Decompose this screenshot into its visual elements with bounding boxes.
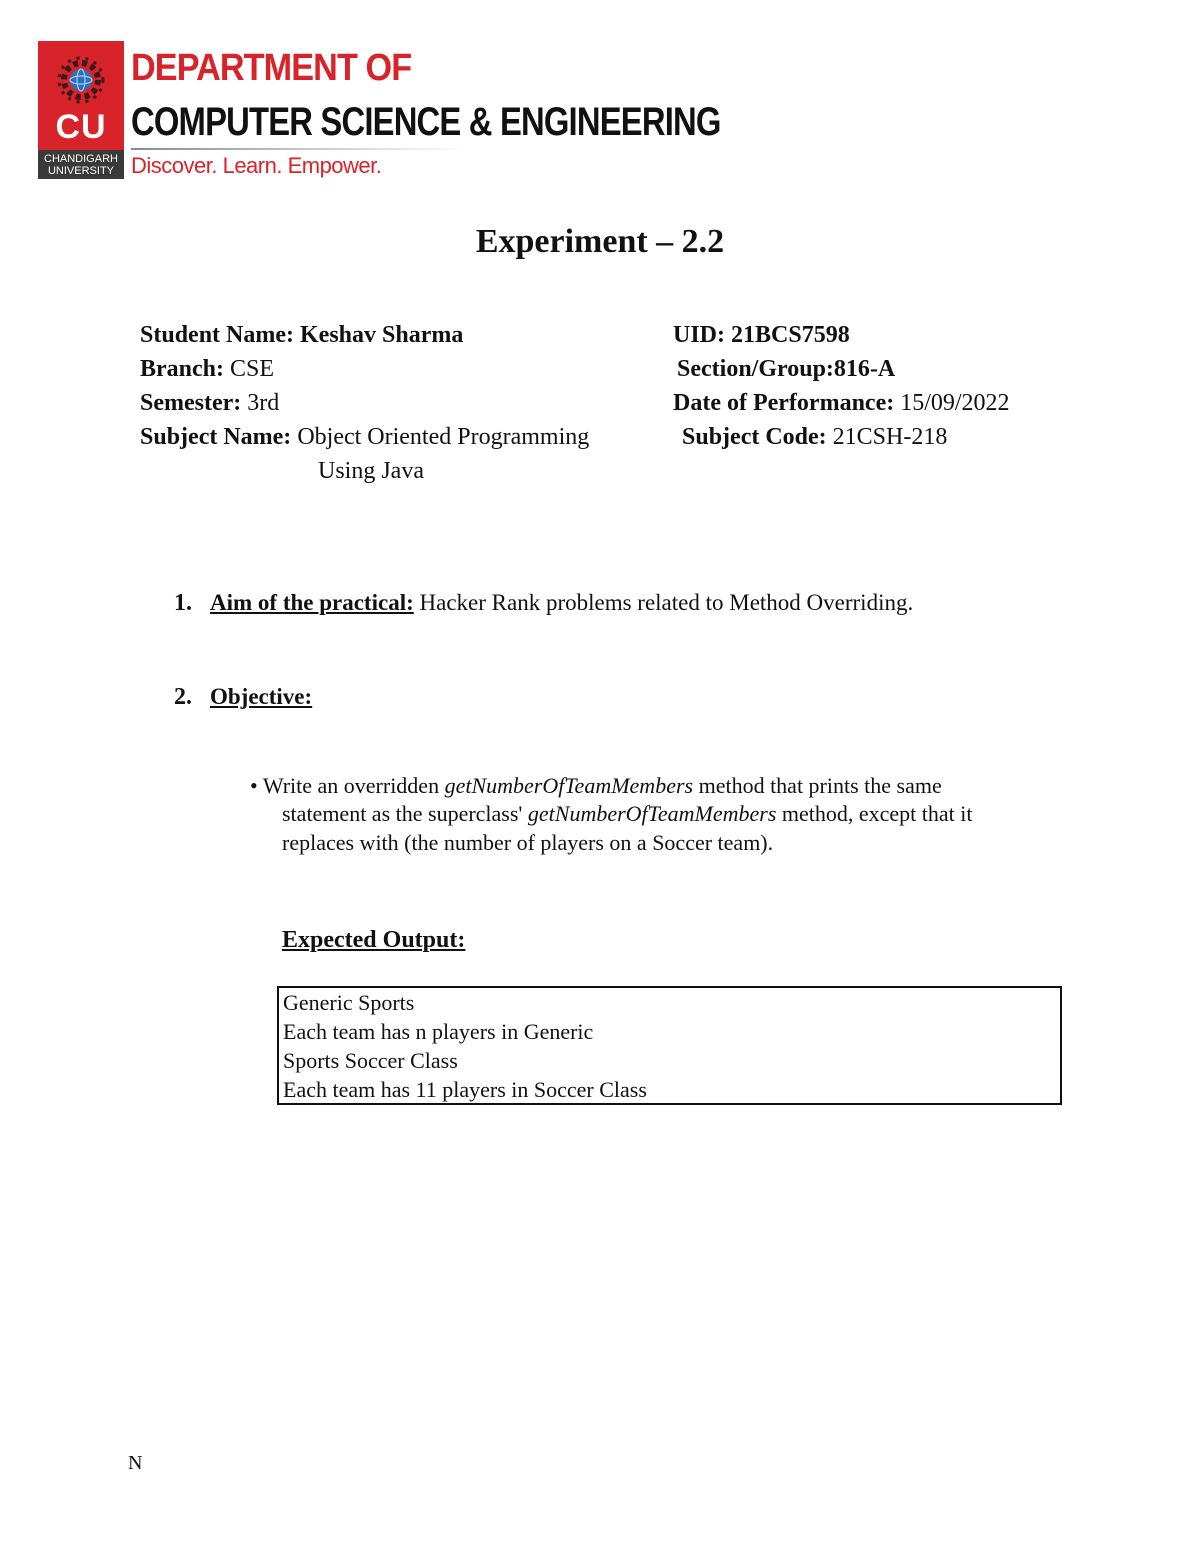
bullet-marker: • <box>250 773 258 798</box>
date-of-performance-row <box>673 388 1010 418</box>
objective-line1-method: getNumberOfTeamMembers <box>444 773 694 798</box>
date-of-performance-value: 15/09/2022 <box>900 390 1010 416</box>
gear-globe-icon <box>50 49 112 111</box>
output-line: Generic Sports <box>283 990 415 1015</box>
section-2-objective <box>210 682 312 712</box>
university-logo <box>38 41 124 179</box>
subject-name-value-line1: Object Oriented Programming <box>297 424 590 450</box>
department-tagline: Discover. Learn. Empower. <box>131 153 382 178</box>
objective-bullet-line3 <box>282 829 773 858</box>
expected-output-box <box>277 986 1062 1105</box>
section-group-row <box>677 354 895 384</box>
subject-name-continuation <box>318 456 424 486</box>
section-group-value: 816-A <box>833 356 896 382</box>
section-1-text: Hacker Rank problems related to Method Overriding. <box>419 590 914 615</box>
student-name-label: Student Name: <box>140 322 294 348</box>
objective-bullet-line2 <box>282 800 973 829</box>
subject-name-label: Subject Name: <box>140 424 292 450</box>
expected-output-heading: Expected Output: <box>282 927 466 953</box>
objective-line1-post: method that prints the same <box>698 773 942 798</box>
objective-line2-pre: statement as the superclass' <box>282 801 523 826</box>
subject-code-row <box>682 422 947 452</box>
output-line: Sports Soccer Class <box>283 1048 458 1073</box>
uid-label: UID: <box>673 322 725 348</box>
date-of-performance-label: Date of Performance: <box>673 390 895 416</box>
logo-university-name <box>38 150 124 179</box>
subject-name-row <box>140 422 589 452</box>
semester-label: Semester: <box>140 390 242 416</box>
experiment-title: Experiment – 2.2 <box>475 223 725 260</box>
footer-mark: N <box>128 1452 143 1474</box>
output-line: Each team has 11 players in Soccer Class <box>283 1077 647 1102</box>
semester-value: 3rd <box>247 390 280 416</box>
objective-line2-post: method, except that it <box>781 801 973 826</box>
branch-label: Branch: <box>140 356 224 382</box>
uid-row <box>673 320 850 350</box>
student-name-row <box>140 320 463 350</box>
department-title-line2: COMPUTER SCIENCE & ENGINEERING <box>131 100 721 144</box>
subject-name-value-line2: Using Java <box>318 458 424 484</box>
subject-code-label: Subject Code: <box>682 424 827 450</box>
header-divider <box>131 148 471 150</box>
section-1-aim <box>210 588 913 618</box>
logo-university-line2: UNIVERSITY <box>47 165 114 177</box>
department-title-line1: DEPARTMENT OF <box>131 47 412 89</box>
objective-bullet-line1 <box>250 772 942 801</box>
objective-line3: replaces with (the number of players on a Soccer team). <box>282 830 774 855</box>
output-line: Each team has n players in Generic <box>283 1019 594 1044</box>
uid-value: 21BCS7598 <box>731 322 850 348</box>
branch-row <box>140 354 274 384</box>
section-1-heading: Aim of the practical: <box>210 590 414 615</box>
objective-line1-pre: Write an overridden <box>262 773 440 798</box>
semester-row <box>140 388 279 418</box>
logo-badge-text: CU <box>55 108 107 146</box>
section-2-heading: Objective: <box>210 684 313 709</box>
logo-university-line1: CHANDIGARH <box>44 153 118 165</box>
section-1-number: 1. <box>174 590 192 616</box>
objective-line2-method: getNumberOfTeamMembers <box>527 801 777 826</box>
section-group-label: Section/Group: <box>677 356 834 382</box>
branch-value: CSE <box>230 356 275 382</box>
section-2-number: 2. <box>174 684 192 710</box>
student-name-value: Keshav Sharma <box>300 322 464 348</box>
subject-code-value: 21CSH-218 <box>832 424 948 450</box>
